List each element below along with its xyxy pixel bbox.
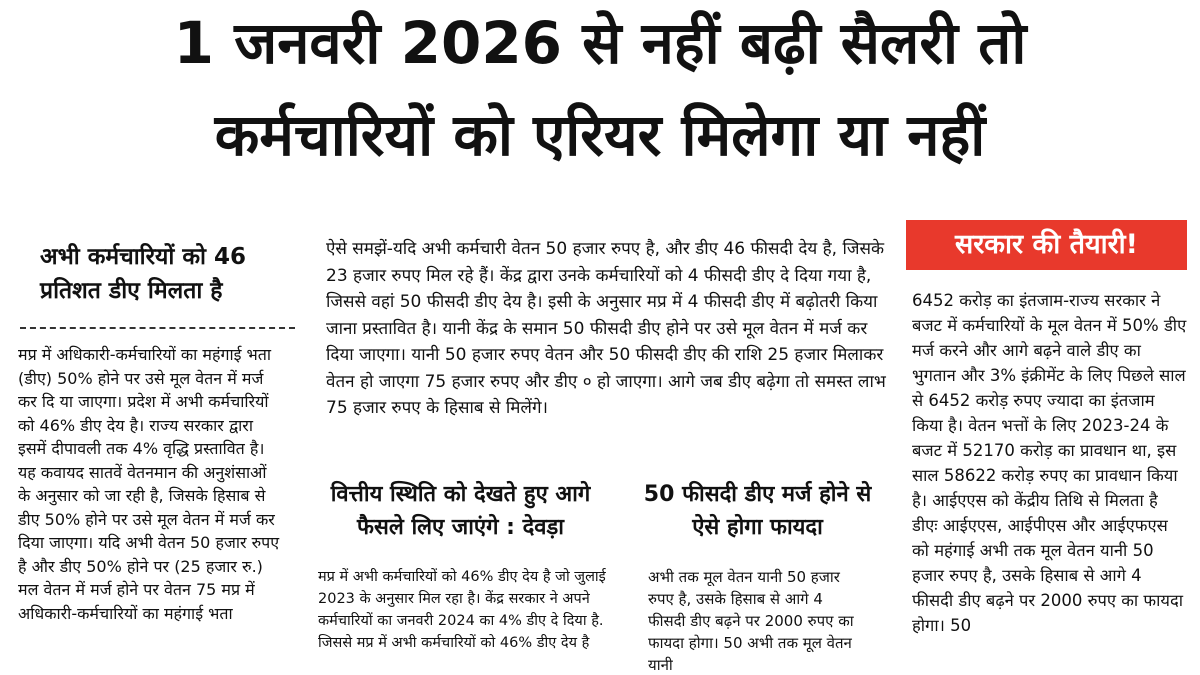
right-column-body: 6452 करोड़ का इंतजाम-राज्य सरकार ने बजट में कर्मचारियों के मूल वेतन में 50% डीए मर्ज करने और आगे बढ़ने वाले डीए का भुगतान और 3% इंक्रीमेंट के लिए पिछले साल से 6452 करोड़ रुपए ज्यादा का इंतजाम किया है। वेतन भत्तों के लिए 2023-24 के बजट में 52170 करोड़ का प्रावधान था, इस साल 58622 करोड़ रुपए का प्रावधान किया है। आईएएस को केंद्रीय तिथि से मिलता है डीएः आईएएस, आईपीएस और आईएफएस को महंगाई अभी तक मूल वेतन यानी 50 हजार रुपए है, उसके हिसाब से आगे 4 फीसदी डीए बढ़ने पर 2000 रुपए का फायदा होगा। 50: [912, 291, 1187, 635]
finance-decision-body: मप्र में अभी कर्मचारियों को 46% डीए देय है जो जुलाई 2023 के अनुसार मिल रहा है। केंद्र सरकार ने अपने कर्मचारियों का जनवरी 2024 का 4% डीए दे दिया है. जिससे मप्र में अभी कर्मचारियों को 46% डीए देय है: [318, 569, 606, 651]
da-merge-benefit-body: अभी तक मूल वेतन यानी 50 हजार रुपए है, उसके हिसाब से आगे 4 फीसदी डीए बढ़ने पर 2000 रुपए का फायदा होगा। 50 अभी तक मूल वेतन यानी: [648, 568, 854, 674]
da-merge-benefit-heading: 50 फीसदी डीए मर्ज होने से ऐसे होगा फायदा: [643, 482, 872, 540]
finance-decision-heading: वित्तीय स्थिति को देखते हुए आगे फैसले लिए जाएंगे : देवड़ा: [330, 482, 591, 540]
middle-intro-paragraph: ऐसे समझें-यदि अभी कर्मचारी वेतन 50 हजार रुपए है, और डीए 46 फीसदी देय है, जिसके 23 हजार रुपए मिल रहे हैं। केंद्र द्वारा उनके कर्मचारियों को 4 फीसदी डीए दे दिया गया है, जिससे वहां 50 फीसदी डीए देय है। इसी के अनुसार मप्र में 4 फीसदी डीए में बढ़ोतरी किया जाना प्रस्तावित है। यानी केंद्र के समान 50 फीसदी डीए होने पर उसे मूल वेतन में मर्ज कर दिया जाएगा। यानी 50 हजार रुपए वेतन और 50 फीसदी डीए की राशि 25 हजार मिलाकर वेतन हो जाएगा 75 हजार रुपए और डीए ० हो जाएगा। आगे जब डीए बढ़ेगा तो समस्त लाभ 75 हजार रुपए के हिसाब से मिलेंगे।: [326, 239, 886, 418]
left-column-heading: अभी कर्मचारियों को 46 प्रतिशत डीए मिलता है: [40, 244, 246, 304]
left-column-body: मप्र में अधिकारी-कर्मचारियों का महंगाई भता (डीए) 50% होने पर उसे मूल वेतन में मर्ज कर दि या जाएगा। प्रदेश में अभी कर्मचारियों को 46% डीए देय है। राज्य सरकार द्वारा इसमें दीपावली तक 4% वृद्धि प्रस्तावित है। यह कवायद सातवें वेतनमान की अनुशंसाओं के अनुसार को जा रही है, जिसके हिसाब से डीए 50% होने पर उसे मूल वेतन में मर्ज कर दिया जाएगा। यदि अभी वेतन 50 हजार रुपए है और डीए 50% होने पर (25 हजार रु.) मल वेतन में मर्ज होने पर वेतन 75 मप्र में अधिकारी-कर्मचारियों का महंगाई भता: [18, 345, 280, 623]
government-preparation-banner: सरकार की तैयारी!: [906, 220, 1187, 270]
left-column-divider: [20, 327, 295, 329]
headline-line-2: कर्मचारियों को एरियर मिलेगा या नहीं: [214, 101, 986, 169]
headline-line-1: 1 जनवरी 2026 से नहीं बढ़ी सैलरी तो: [173, 9, 1027, 77]
